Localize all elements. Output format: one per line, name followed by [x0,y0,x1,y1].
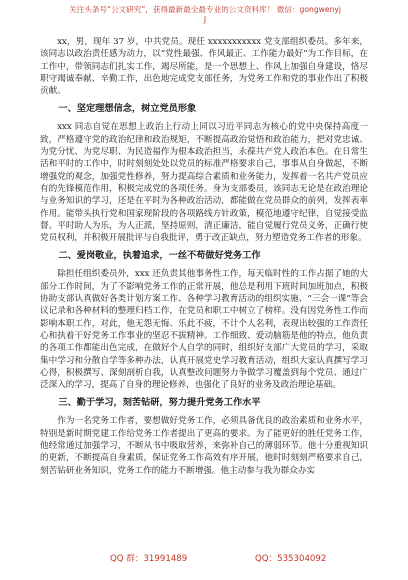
qq-contact-number: QQ：535304092 [255,554,327,564]
section-heading-3: 三、勤于学习，刻苦钻研，努力提升党务工作水平 [58,397,261,409]
section-heading-2: 二、爱岗敬业，执着追求，一丝不苟做好党务工作 [58,250,261,262]
qq-group-number: QQ 群：31991489 [110,554,188,564]
section-2-paragraph: 除担任组织委员外，xxx 还负责其他事务性工作，每天临时性的工作占据了她的大部分工作时间，为了不影响党务工作的正常开展，他总是利用下班时间加班加点，积极协助支部认真做好各类计划方案工作、各种学习教育活动的组织实施、“三会一课”等会议记录和各种材料的整理归档工作，在党员和职工中树立了榜样。没有因党务性工作而影响本职工作，对此，他无怨无悔、乐此不疲，不计个人名利，表现出较强的工作责任心和执着干好党务工作事业的坚忍不拔精神。工作细致、爱动脑筋是他的特点，他负责的各项工作都能出色完成，在做好个人自学的同时，组织好支部广大党员的学习，采取集中学习和分散自学等多种办法，认真开展党史学习教育活动，组织大家认真撰写学习心得，积极撰写、深刻剖析自我，认真整改问题努力争做学习覆盖到每个党员、通过广泛深入的学习，提高了自身的理论修养，也强化了良好的业务及政治理论基础。 [40,269,368,391]
section-heading-1: 一、坚定理想信念，树立党员形象 [58,103,197,115]
banner-text-continued: J [203,15,207,24]
section-1-paragraph: xxx 同志自觉在思想上政治上行动上同以习近平同志为核心的党中央保持高度一致，严格遵守党的政治纪律和政治规矩，不断提高政治觉悟和政治能力，把对党忠诚、为党分忧、为党尽职、为民造福作为根本政治担当，永葆共产党人政治本色。在日常生活和平时的工作中，时时刻刻处处以党员的标准严格要求自己，事事从自身做起，不断增强党的观念，加强党性修养，努力提高综合素质和业务能力，发挥着一名共产党员应有的先锋模范作用，积极完成党的各项任务。身为支部委员，该同志无论是在政治理论与业务知识的学习，还是在平时为各种政治活动，都能做在党员群众的前列，发挥表率作用。能带头执行党和国家现阶段的各项路线方针政策，模范地遵守纪律，自觉接受监督。平时助人为乐，为人正派，坚持原则，清正廉洁，能自觉履行党员义务，正确行使党员权利，并积极开展批评与自我批评，勇于改正缺点，努力塑造党务工作者的形象。 [40,122,368,244]
document-body [40,36,368,477]
banner-text: 关注头条号“公文研究”，获得最新最全最专业的公文资料库！ 微信：gongwenyj [69,5,341,14]
section-3-paragraph: 作为一名党务工作者，要想做好党务工作，必须具备优良的政治素质和业务水平，特别是新时期党建工作给党务工作者提出了更高的要求。为了能更好的胜任党务工作，他经常通过加强学习，不断从书中吸取营养，来弥补自己的薄弱环节。他十分重视知识的更新，不断提高自身素质，保证党务工作高效有序开展，他时时刻刻严格要求自己，刻苦钻研业务知识，党务工作的能力不断增强。他主动参与我为群众办实 [40,416,368,476]
intro-paragraph: xx，男，现年 37 岁，中共党员。现任 xxxxxxxxxxx 党支部组织委员。多年来，该同志以政治责任感为动力，以“党性最强、作风最正、工作能力最好”为工作目标，在工作中，带领同志们扎实工作，竭尽所能，是一个思想上、作风上加强自身建设，恪尽职守竭诚奉献、辛勤工作，出色地完成党支部任务，为党务工作和党的事业作出了积极贡献。 [40,37,368,97]
top-banner [40,5,370,25]
